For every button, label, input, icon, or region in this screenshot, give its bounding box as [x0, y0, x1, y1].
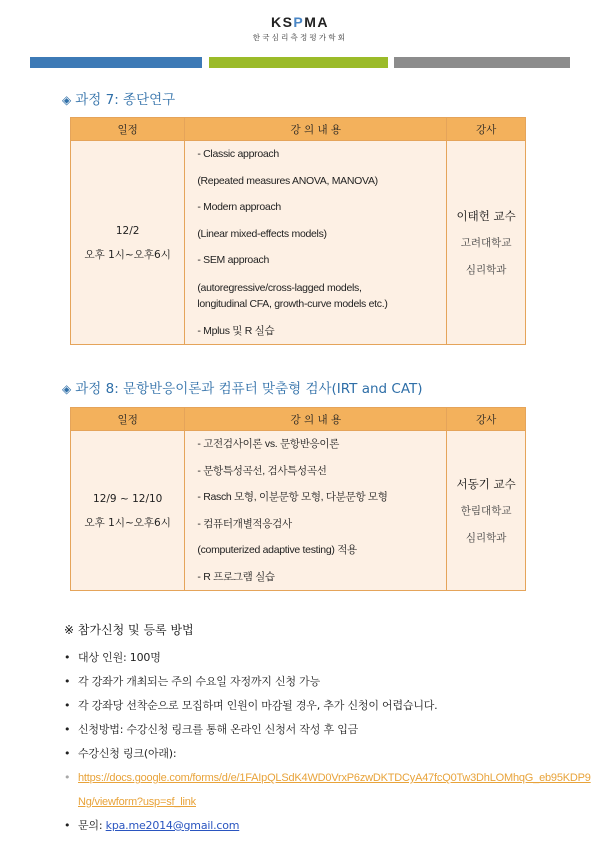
contact-label: 문의: — [78, 819, 106, 832]
content-line: - Rasch 모형, 이분문항 모형, 다분문항 모형 — [197, 491, 388, 503]
course7-title: 과정 7: 종단연구 — [75, 92, 176, 108]
header-band-gray — [394, 57, 570, 68]
logo-subtitle: 한국심리측정평가학회 — [252, 33, 348, 42]
header-band-green — [209, 57, 388, 68]
header-content: 강 의 내 용 — [185, 118, 447, 141]
diamond-bullet-icon: ◈ — [62, 382, 72, 396]
date-line: 12/9 ~ 12/10 — [93, 492, 163, 505]
header-content: 강 의 내 용 — [185, 408, 447, 431]
table-row — [71, 431, 526, 591]
course8-content-cell — [185, 431, 447, 591]
registration-info — [64, 621, 594, 838]
course7-teacher-cell — [447, 141, 526, 345]
date-line: 12/2 — [115, 224, 140, 237]
table-header-row — [71, 118, 526, 141]
course8-title-row — [62, 377, 423, 397]
content-line: - R 프로그램 실습 — [197, 570, 275, 583]
list-item: • 각 강좌가 개최되는 주의 수요일 자정까지 신청 가능 — [64, 670, 594, 694]
header-teacher: 강사 — [447, 118, 526, 141]
registration-link[interactable]: • https://docs.google.com/forms/d/e/1FAIpQLSdK4WD0VrxP6zwDKTDCyA47fcQ0Tw3DhLOMhqG_eb95KDP9Ng/viewform?usp=sf_link — [78, 772, 591, 808]
course7-content-cell — [185, 141, 447, 345]
list-item: • 대상 인원: 100명 — [64, 646, 594, 670]
list-item: • 각 강좌당 선착순으로 모집하며 인원이 마감될 경우, 추가 신청이 어렵습니다. — [64, 694, 594, 718]
content-line: (computerized adaptive testing) 적용 — [197, 544, 357, 556]
content-line: - Classic approach — [197, 148, 279, 160]
header-date: 일정 — [71, 118, 185, 141]
logo-text-accent: P — [293, 14, 305, 30]
teacher-name: 이태헌 교수 — [456, 208, 516, 223]
teacher-school: 한림대학교 — [460, 504, 512, 517]
table-header-row — [71, 408, 526, 431]
content-line: (Repeated measures ANOVA, MANOVA) — [197, 174, 378, 187]
content-line: - 컴퓨터개별적응검사 — [197, 517, 292, 530]
time-line: 오후 1시~오후6시 — [84, 516, 171, 529]
course7-title-row — [62, 88, 175, 108]
teacher-dept: 심리학과 — [465, 531, 507, 544]
content-line: - SEM approach — [197, 254, 269, 266]
course7-date-cell — [71, 141, 185, 345]
logo-text-pre: KS — [270, 14, 294, 30]
teacher-name: 서동기 교수 — [456, 476, 516, 491]
teacher-school: 고려대학교 — [460, 236, 512, 249]
content-line: - 고전검사이론 vs. 문항반응이론 — [197, 438, 340, 450]
list-item: • 신청방법: 수강신청 링크를 통해 온라인 신청서 작성 후 입금 — [64, 718, 594, 742]
header-date: 일정 — [71, 408, 185, 431]
content-line: - Modern approach — [197, 201, 281, 213]
logo — [0, 14, 600, 30]
content-line: - 문항특성곡선, 검사특성곡선 — [197, 464, 327, 477]
info-title: ※ 참가신청 및 등록 방법 — [64, 623, 194, 637]
course8-table — [70, 407, 526, 591]
list-item: • 수강신청 링크(아래): — [64, 742, 594, 766]
content-line: (autoregressive/cross-lagged models, — [197, 281, 362, 294]
teacher-dept: 심리학과 — [465, 263, 507, 276]
course8-title: 과정 8: 문항반응이론과 컴퓨터 맞춤형 검사(IRT and CAT) — [75, 381, 423, 397]
list-item-contact — [64, 814, 594, 838]
table-row — [71, 141, 526, 345]
content-line: - Mplus 및 R 실습 — [197, 324, 275, 337]
time-line: 오후 1시~오후6시 — [84, 248, 171, 261]
contact-email-link[interactable]: kpa.me2014@gmail.com — [105, 819, 240, 832]
content-line: longitudinal CFA, growth-curve models etc.) — [197, 297, 388, 310]
diamond-bullet-icon: ◈ — [62, 93, 72, 107]
course8-teacher-cell — [447, 431, 526, 591]
course7-table — [70, 117, 526, 345]
content-line: (Linear mixed-effects models) — [197, 227, 327, 240]
course8-date-cell — [71, 431, 185, 591]
list-item-link — [64, 766, 594, 814]
logo-text-post: MA — [304, 14, 330, 30]
header-band-blue — [30, 57, 202, 68]
header — [0, 14, 600, 43]
header-teacher: 강사 — [447, 408, 526, 431]
info-list — [64, 646, 594, 838]
